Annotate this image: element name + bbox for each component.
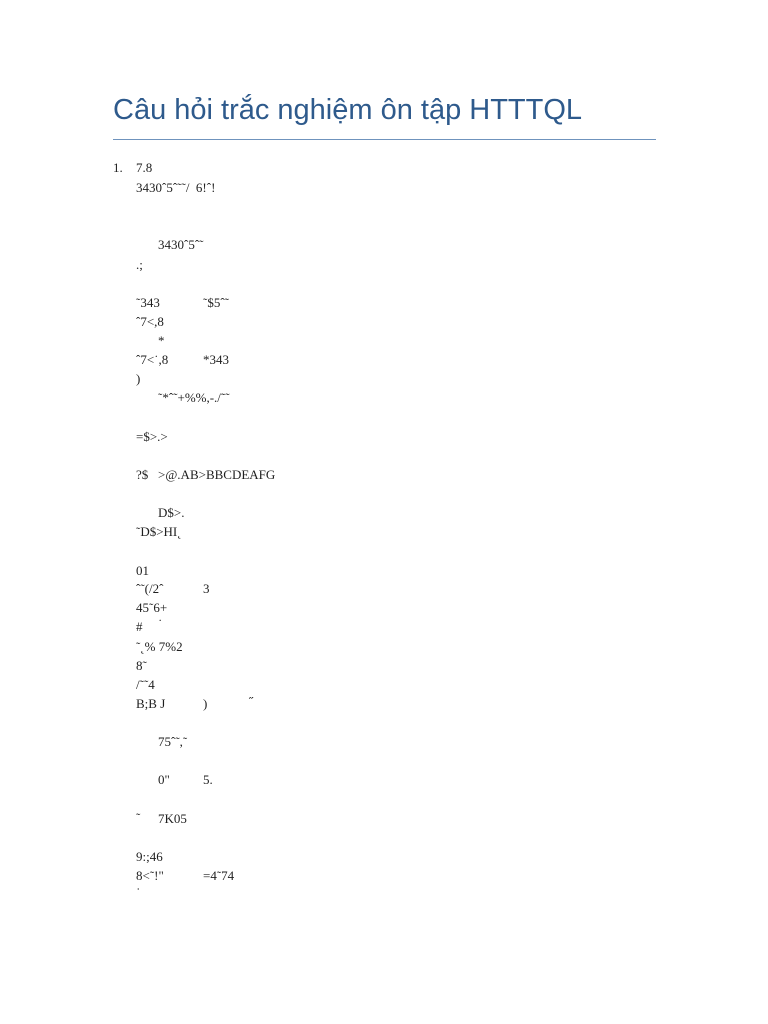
text-line: ˜˛% 7%2 [136, 639, 183, 654]
text-line: =4˜74 [203, 868, 235, 883]
text-line: 3 [203, 581, 210, 596]
text-line: 8˜ [136, 658, 147, 673]
text-line: ˆ7<˙,8 [136, 352, 169, 367]
text-line: ˜343 [136, 295, 160, 310]
text-line: =$>.> [136, 429, 168, 444]
text-line: ˆ˜(/2ˆ [136, 581, 164, 596]
text-line: # [136, 619, 143, 634]
text-line: 3430ˆ5ˆ˜˜/ 6!ˆ! [136, 180, 216, 195]
text-line: D$>. [158, 505, 185, 520]
title-underline [113, 139, 656, 140]
text-line: /˜˜4 [136, 677, 155, 692]
text-line: ˈ [136, 885, 141, 900]
text-line: >@.AB>BBCDEAFG [158, 467, 276, 482]
text-line: .; [136, 257, 143, 272]
text-line: 45˜6+ [136, 600, 168, 615]
text-line: ˙ [158, 616, 163, 631]
document-title: Câu hỏi trắc nghiệm ôn tập HTTTQL [113, 94, 583, 126]
text-line: ) [203, 696, 208, 711]
text-line: ) [136, 371, 141, 386]
text-line: ˜*ˆ˜+%%,-./˜˜ [158, 390, 230, 405]
text-line: ˝ [249, 694, 254, 709]
text-line: 0" [158, 772, 170, 787]
text-line: * [158, 333, 165, 348]
text-line: ?$ [136, 467, 149, 482]
text-line: ˜$5ˆ˜ [203, 295, 229, 310]
text-line: 8<˜!" [136, 868, 164, 883]
text-line: ˜ [136, 810, 141, 825]
text-line: B;B J [136, 696, 166, 711]
text-line: ˜D$>HI˛ [136, 524, 182, 539]
text-line: 5. [203, 772, 213, 787]
text-line: 7K05 [158, 811, 187, 826]
list-item-number: 1. [113, 160, 123, 175]
text-line: 01 [136, 563, 149, 578]
text-line: 3430ˆ5ˆ˜ [158, 237, 204, 252]
text-line: 9:;46 [136, 849, 163, 864]
text-line: 7.8 [136, 160, 153, 175]
text-line: ˆ7<,8 [136, 314, 164, 329]
text-line: 75ˆ˜,˜ [158, 734, 188, 749]
text-line: *343 [203, 352, 229, 367]
